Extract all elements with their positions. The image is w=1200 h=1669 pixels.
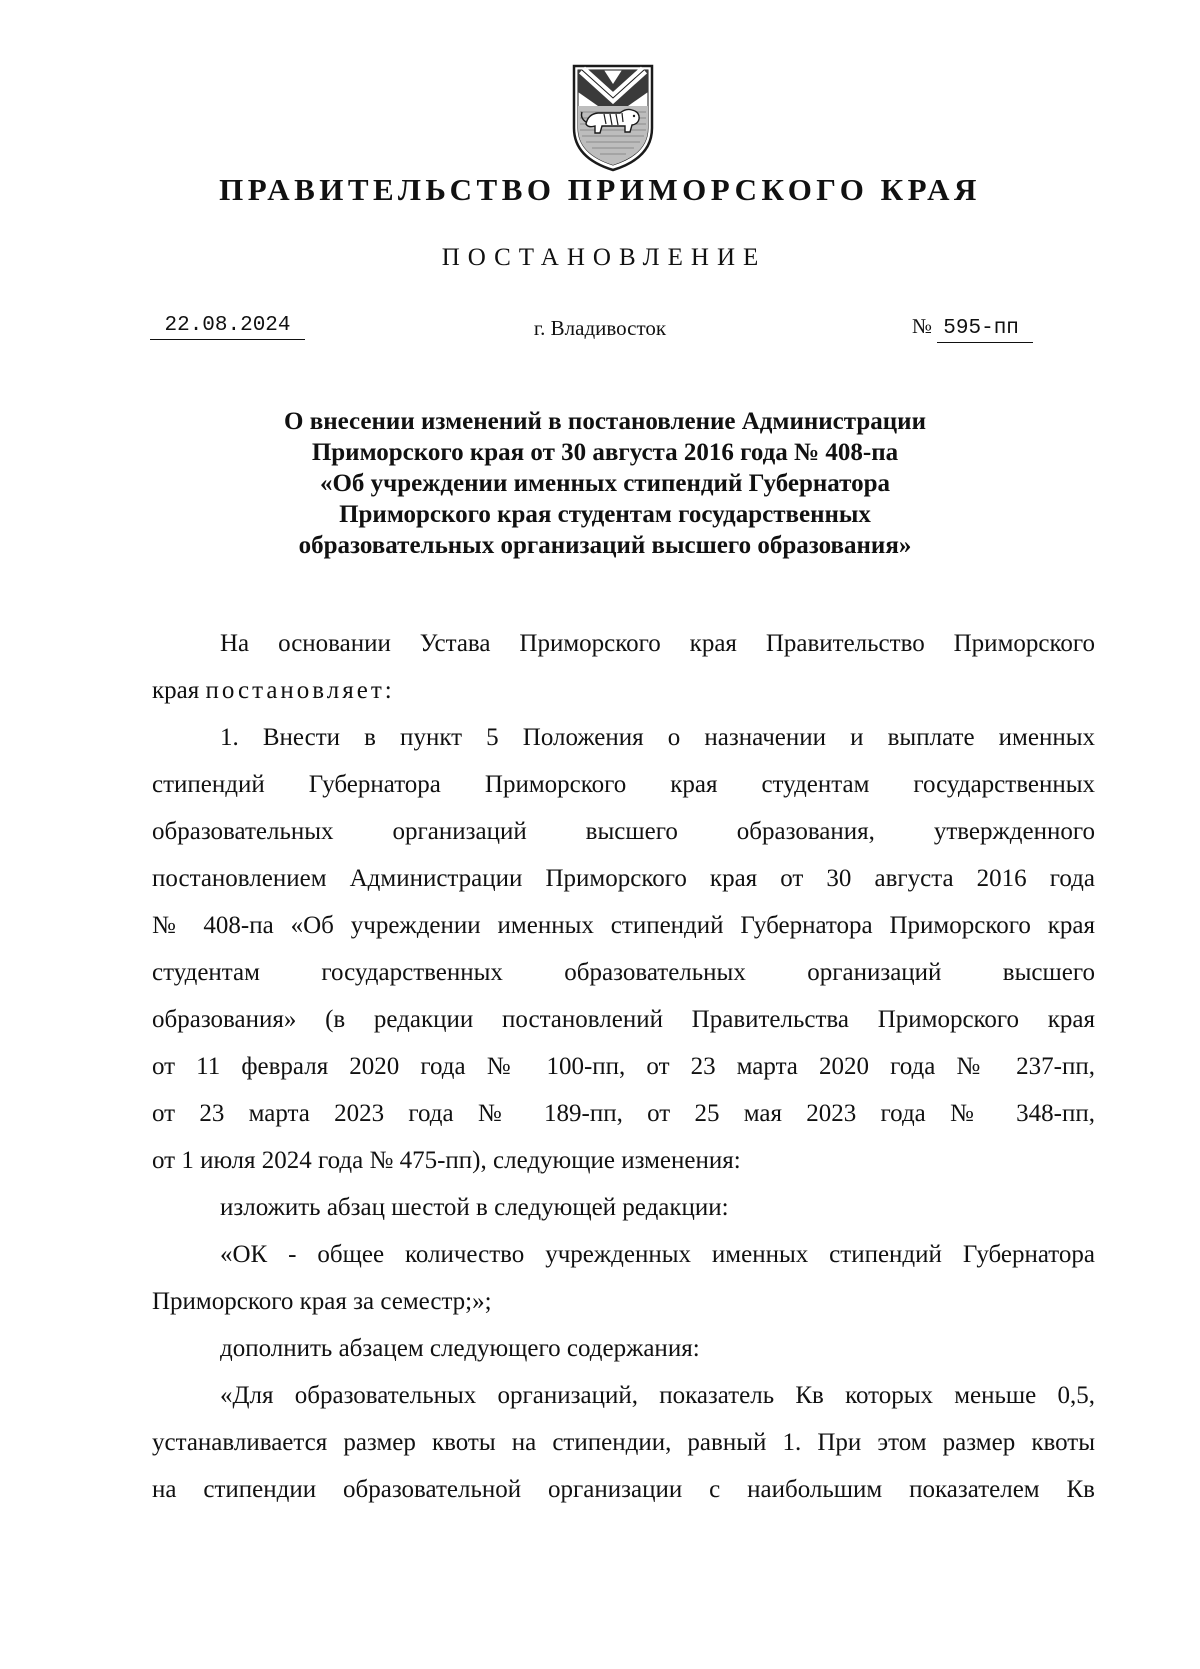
document-type: ПОСТАНОВЛЕНИЕ — [441, 244, 767, 271]
item-line: от 11 февраля 2020 года № 100-пп, от 23 марта 2020 года № 237-пп, — [152, 1053, 1095, 1080]
item-line: образования» (в редакции постановлений Правительства Приморского края — [152, 1006, 1095, 1033]
government-title: ПРАВИТЕЛЬСТВО ПРИМОРСКОГО КРАЯ — [219, 172, 981, 207]
heading-line: О внесении изменений в постановление Администрации — [284, 408, 926, 435]
quote-line: Приморского края за семестр;»; — [152, 1288, 492, 1315]
preamble-line: На основании Устава Приморского края Правительство Приморского — [220, 630, 1095, 657]
resolves-word: постановляет: — [205, 677, 395, 704]
item-line: стипендий Губернатора Приморского края студентам государственных — [152, 771, 1095, 798]
heading-line: «Об учреждении именных стипендий Губернатора — [319, 470, 891, 497]
document-number-label: № — [912, 314, 933, 338]
item-line: постановлением Администрации Приморского края от 30 августа 2016 года — [152, 865, 1095, 892]
item-line: 1. Внести в пункт 5 Положения о назначении и выплате именных — [220, 724, 1095, 751]
instruction-line: изложить абзац шестой в следующей редакции: — [220, 1194, 729, 1221]
document-number — [912, 314, 1042, 343]
document-meta-row — [0, 314, 1200, 350]
item-line: № 408-па «Об учреждении именных стипендий Губернатора Приморского края — [152, 912, 1095, 939]
preamble-text: края — [152, 677, 200, 704]
quote-line: «Для образовательных организаций, показатель Кв которых меньше 0,5, — [220, 1382, 1095, 1409]
item-line: от 1 июля 2024 года № 475-пп), следующие изменения: — [152, 1147, 741, 1174]
primorsky-coat-of-arms-icon — [568, 62, 658, 174]
item-line: от 23 марта 2023 года № 189-пп, от 25 мая 2023 года № 348-пп, — [152, 1100, 1095, 1127]
document-number-value: 595-пп — [937, 317, 1033, 343]
quote-line: «ОК - общее количество учрежденных именных стипендий Губернатора — [220, 1241, 1095, 1268]
instruction-line: дополнить абзацем следующего содержания: — [220, 1335, 700, 1362]
document-body — [152, 620, 1095, 1513]
document-date: 22.08.2024 — [150, 314, 305, 340]
heading-line: образовательных организаций высшего образования» — [298, 532, 912, 559]
quote-line: на стипендии образовательной организации с наибольшим показателем Кв — [152, 1476, 1095, 1503]
document-city: г. Владивосток — [533, 316, 667, 340]
quote-line: устанавливается размер квоты на стипендии, равный 1. При этом размер квоты — [152, 1429, 1095, 1456]
item-line: образовательных организаций высшего образования, утвержденного — [152, 818, 1095, 845]
heading-line: Приморского края от 30 августа 2016 года № 408-па — [311, 439, 899, 466]
heading-line: Приморского края студентам государственных — [339, 501, 871, 528]
item-line: студентам государственных образовательных организаций высшего — [152, 959, 1095, 986]
preamble-line — [152, 667, 1095, 714]
document-heading — [150, 406, 1060, 561]
